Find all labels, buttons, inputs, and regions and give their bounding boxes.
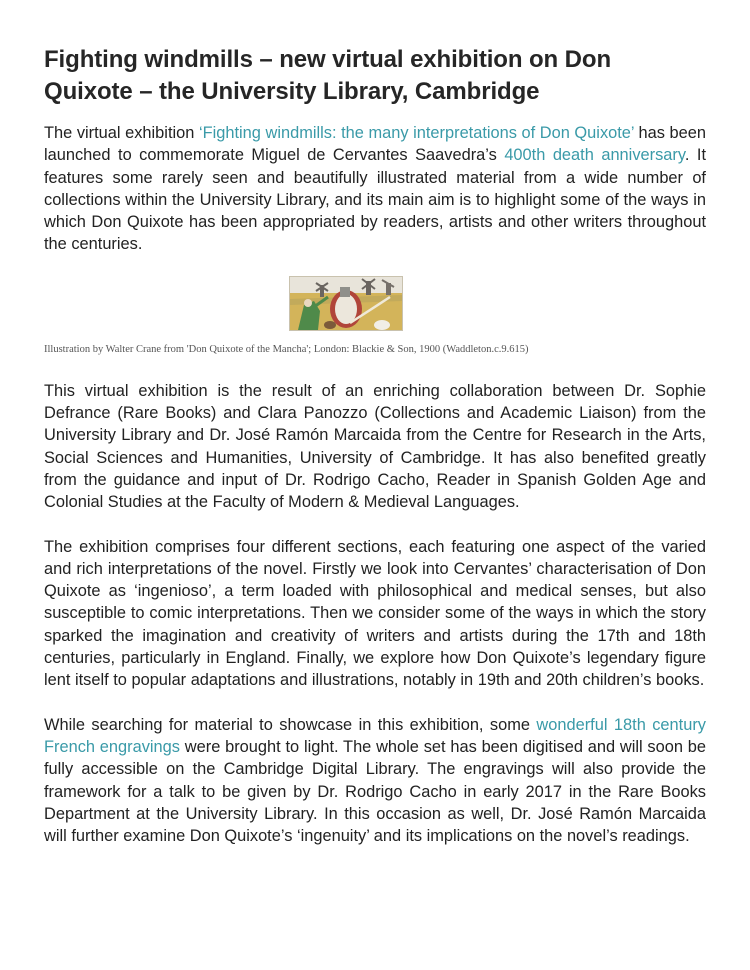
collaboration-paragraph: This virtual exhibition is the result of an enriching collaboration between Dr. Sophie Defrance (Rare Books) and Clara Panozzo (Collections and Academic Liaison) from the University Library and Dr. José Ramón Marcaida from the Centre for Research in the Arts, Social Sciences and Humanities, University of Cambridge. It has also benefited greatly from the guidance and input of Dr. Rodrigo Cacho, Reader in Spanish Golden Age and Colonial Studies at the Faculty of Modern & Medieval Languages. [44,381,706,512]
engravings-paragraph [44,714,706,848]
engravings-text-2: were brought to light. The whole set has been digitised and will soon be fully accessible on the Cambridge Digital Library. The engravings will also provide the framework for a talk to be given by Dr. Rodrigo Cacho in early 2017 in the Rare Books Department at the University Library. In this occasion as well, Dr. José Ramón Marcaida will further examine Don Quixote’s ‘ingenuity’ and its implications on the novel’s readings. [44,737,706,846]
illustration-image [289,276,403,331]
french-engravings-link[interactable]: wonderful 18th century French engravings [44,715,706,756]
intro-text-1: The virtual exhibition [44,124,199,142]
figure-caption: Illustration by Walter Crane from 'Don Quixote of the Mancha'; London: Blackie & Son, 1900 (Waddleton.c.9.615) [44,343,529,355]
sections-paragraph: The exhibition comprises four different sections, each featuring one aspect of the varied and rich interpretations of the novel. Firstly we look into Cervantes’ characterisation of Don Quixote as ‘ingenioso’, a term loaded with philosophical and medical senses, but also susceptible to comic interpretations. Then we consider some of the ways in which the story sparked the imagination and creativity of writers and artists during the 17th and 18th centuries, particularly in England. Finally, we explore how Don Quixote’s legendary figure lent itself to popular adaptations and illustrations, notably in 19th and 20th children’s books. [44,537,706,690]
death-anniversary-link[interactable]: 400th death anniversary [504,146,685,165]
engravings-text-1: While searching for material to showcase in this exhibition, some [44,715,537,734]
article [44,44,706,847]
exhibition-link[interactable]: ‘Fighting windmills: the many interpretations of Don Quixote’ [198,124,634,142]
intro-text-2: has been launched to commemorate Miguel de Cervantes Saavedra’s [44,124,707,165]
intro-paragraph [44,122,706,256]
page-title: Fighting windmills – new virtual exhibition on Don Quixote – the University Library, Cambridge [44,46,612,105]
don-quixote-illustration-icon [290,277,402,330]
intro-text-3: . It features some rarely seen and beautifully illustrated material from a wide number of collections within the University Library, and its main aim is to highlight some of the ways in which Don Quixote has been appropriated by readers, artists and other writers throughout the centuries. [44,146,706,254]
figure [44,276,706,372]
